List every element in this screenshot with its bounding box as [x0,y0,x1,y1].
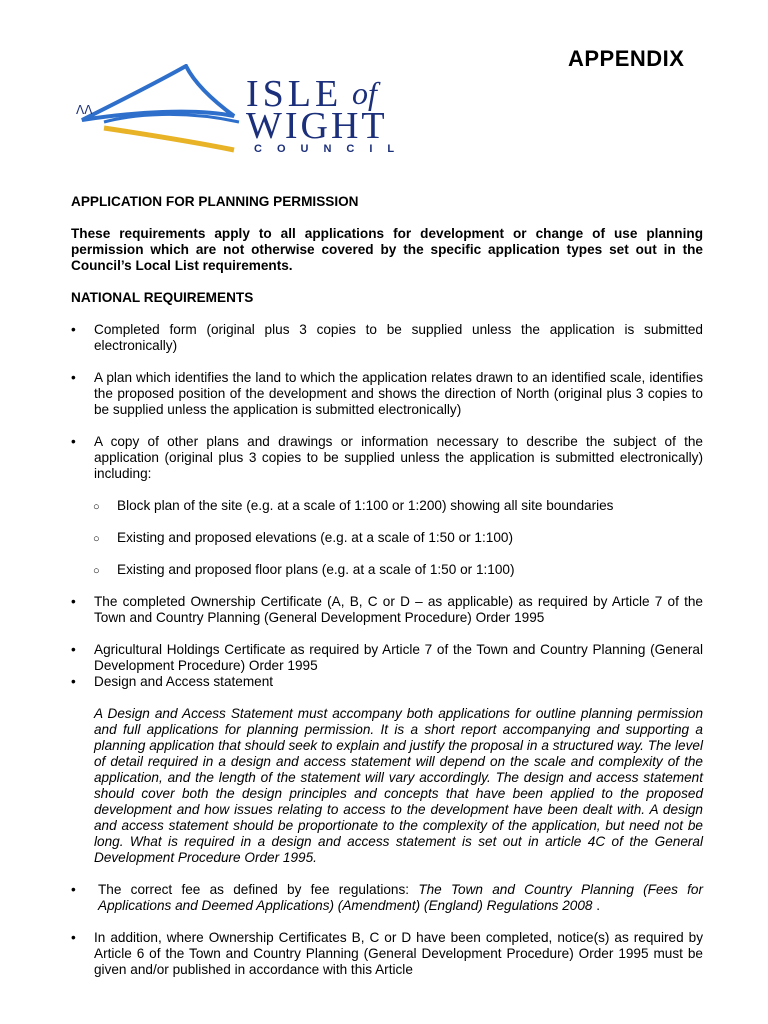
document-body [71,194,703,978]
circle-bullet-icon: ○ [93,565,100,577]
list-item: • Completed form (original plus 3 copies to be supplied unless the application is submitted electronically) [71,322,703,353]
bullet-icon: • [71,370,76,385]
list-item: • In addition, where Ownership Certificates B, C or D have been completed, notice(s) as required by Article 6 of the Town and Country Planning (General Development Procedure) Order 1995 must be given and/or published in accordance with this Article [71,930,703,977]
list-item: • Agricultural Holdings Certificate as required by Article 7 of the Town and Country Planning (General Development Procedure) Order 1995 [71,642,703,673]
bullet-icon: • [71,642,76,657]
list-item: • A plan which identifies the land to which the application relates drawn to an identified scale, identifies the proposed position of the development and shows the direction of North (original plus 3 copies to be supplied unless the application is submitted electronically) [71,370,703,417]
appendix-label: APPENDIX [568,46,685,71]
circle-bullet-icon: ○ [93,501,100,513]
list-item: • The correct fee as defined by fee regulations: The Town and Country Planning (Fees for Applications and Deemed Applications) (Amendment) (England) Regulations 2008 . [71,882,703,913]
document-title: APPLICATION FOR PLANNING PERMISSION [71,194,359,209]
section-heading: NATIONAL REQUIREMENTS [71,290,254,305]
list-item: • The completed Ownership Certificate (A, B, C or D – as applicable) as required by Article 7 of the Town and Country Planning (General Development Procedure) Order 1995 [71,594,703,625]
bullet-icon: • [71,594,76,609]
logo-wight-text: WIGHT [246,105,388,147]
bullet-icon: • [71,930,76,945]
bullet-icon: • [71,322,76,337]
list-item: • Design and Access statement [71,674,274,689]
logo-of-text: of [352,75,377,111]
logo-isle-text: ISLE [246,73,343,115]
isle-of-wight-council-logo [74,64,414,164]
sub-list-item: ○ Existing and proposed elevations (e.g. at a scale of 1:50 or 1:100) [93,530,513,545]
bullet-icon: • [71,434,76,449]
design-access-detail: A Design and Access Statement must accompany both applications for outline planning permission and full applications for planning permission. It is a short report accompanying and supporting a planning application that should seek to explain and justify the proposal in a structured way. The level of detail required in a design and access statement will depend on the scale and complexity of the application, and the length of the statement will vary accordingly. The design and access statement should cover both the design principles and concepts that have been applied to the proposed development and how issues relating to access to the development have been dealt with. A design and access statement should be proportionate to the complexity of the application, but need not be long. What is required in a design and access statement is set out in article 4C of the General Development Procedure Order 1995. [94,706,703,865]
circle-bullet-icon: ○ [93,533,100,545]
list-item: • A copy of other plans and drawings or information necessary to describe the subject of the application (original plus 3 copies to be supplied unless the application is submitted electronically) including: [71,434,703,481]
intro-paragraph: These requirements apply to all applications for development or change of use planning permission which are not otherwise covered by the specific application types set out in the Council’s Local List requirements. [71,226,703,273]
logo-blue-swoosh [82,66,234,120]
logo-council-text: COUNCIL [254,143,410,155]
bullet-icon: • [71,882,76,897]
bullet-icon: • [71,674,76,689]
svg-text:ᐱᐱ: ᐱᐱ [76,103,93,117]
logo-gold-curve [104,128,234,150]
sub-list-item: ○ Existing and proposed floor plans (e.g. at a scale of 1:50 or 1:100) [93,562,515,577]
sub-list-item: ○ Block plan of the site (e.g. at a scale of 1:100 or 1:200) showing all site boundaries [93,498,614,513]
